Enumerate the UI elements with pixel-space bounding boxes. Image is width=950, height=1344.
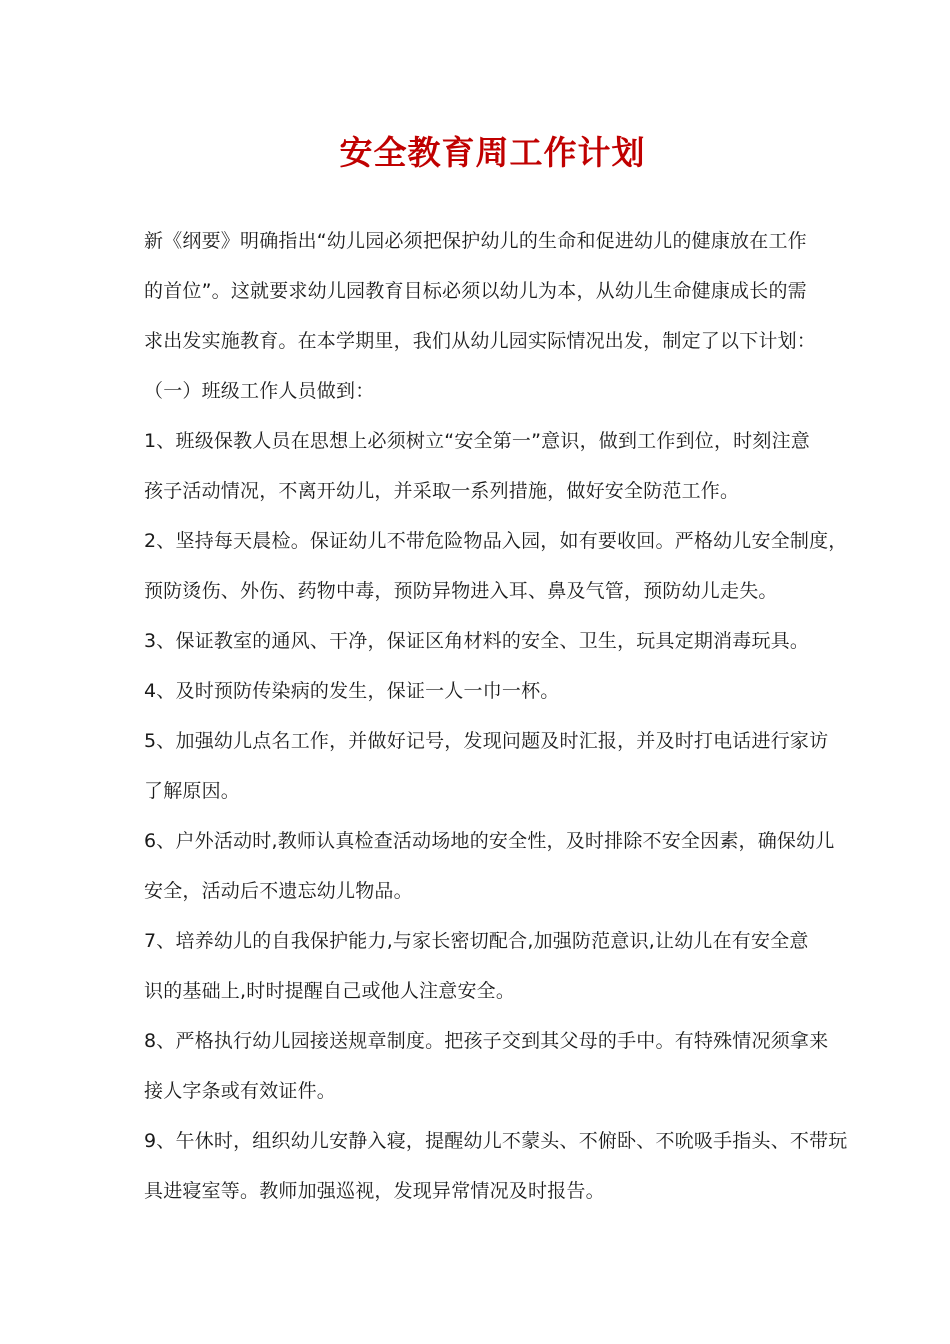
text-line: 8、严格执行幼儿园接送规章制度。把孩子交到其父母的手中。有特殊情况须拿来	[144, 1030, 829, 1052]
text-line: 2、坚持每天晨检。保证幼儿不带危险物品入园，如有要收回。严格幼儿安全制度，	[144, 530, 848, 552]
section-heading: （一）班级工作人员做到：	[144, 380, 375, 402]
text-line: 4、及时预防传染病的发生，保证一人一巾一杯。	[144, 680, 560, 702]
text-line: 5、加强幼儿点名工作，并做好记号，发现问题及时汇报，并及时打电话进行家访	[144, 730, 829, 752]
text-line: 9、午休时，组织幼儿安静入寝，提醒幼儿不蒙头、不俯卧、不吮吸手指头、不带玩	[144, 1130, 848, 1152]
text-line: 预防烫伤、外伤、药物中毒，预防异物进入耳、鼻及气管，预防幼儿走失。	[144, 580, 778, 602]
text-line: 接人字条或有效证件。	[144, 1080, 337, 1102]
text-line: 孩子活动情况，不离开幼儿，并采取一系列措施，做好安全防范工作。	[144, 480, 740, 502]
text-line: 的首位”。这就要求幼儿园教育目标必须以幼儿为本，从幼儿生命健康成长的需	[144, 280, 807, 302]
document-body	[144, 216, 848, 1216]
text-line: 识的基础上,时时提醒自己或他人注意安全。	[144, 980, 516, 1002]
text-line: 6、户外活动时,教师认真检查活动场地的安全性，及时排除不安全因素，确保幼儿	[144, 830, 835, 852]
text-line: 安全，活动后不遗忘幼儿物品。	[144, 880, 413, 902]
text-line: 新《纲要》明确指出“幼儿园必须把保护幼儿的生命和促进幼儿的健康放在工作	[144, 230, 807, 252]
text-line: 7、培养幼儿的自我保护能力,与家长密切配合,加强防范意识,让幼儿在有安全意	[144, 930, 809, 952]
text-line: 3、保证教室的通风、干净，保证区角材料的安全、卫生，玩具定期消毒玩具。	[144, 630, 810, 652]
text-line: 具进寝室等。教师加强巡视，发现异常情况及时报告。	[144, 1180, 605, 1202]
text-line: 了解原因。	[144, 780, 241, 802]
text-line: 求出发实施教育。在本学期里，我们从幼儿园实际情况出发，制定了以下计划：	[144, 330, 817, 352]
document-title: 安全教育周工作计划	[339, 133, 646, 172]
text-line: 1、班级保教人员在思想上必须树立“安全第一”意识，做到工作到位，时刻注意	[144, 430, 810, 452]
